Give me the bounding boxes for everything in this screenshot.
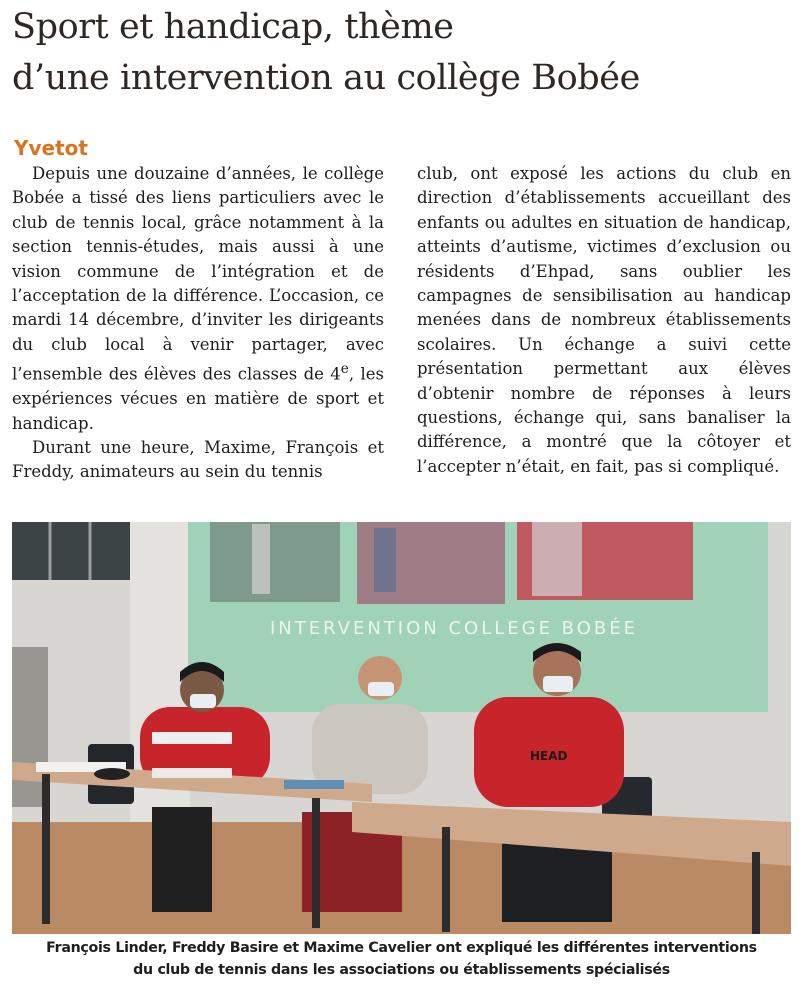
caption-line-2: du club de tennis dans les associations ou établissements spécialisés <box>133 962 670 978</box>
article-column-right <box>417 162 791 479</box>
grade-number: 4 <box>330 364 341 384</box>
grade-superscript: e <box>340 361 349 378</box>
paragraph-2: Durant une heure, Maxime, François et Freddy, animateurs au sein du tennis <box>12 437 384 482</box>
projection-text: INTERVENTION COLLEGE BOBÉE <box>270 618 638 639</box>
article-column-left <box>12 162 384 485</box>
dateline: Yvetot <box>14 136 88 160</box>
photo-caption <box>12 937 791 981</box>
article-photo <box>12 522 791 934</box>
headline-line-2: d’une intervention au collège Bobée <box>12 58 640 98</box>
headline <box>12 2 792 104</box>
paragraph-2-continued: club, ont exposé les actions du club en direction d’établissements accueillant des enfants ou adultes en situation de handicap, atteints d’autisme, victimes d’exclusion ou résidents d’Ehpad, sans oublier les campagnes de sensibilisation au handicap menées dans de nombreux établissements scolaires. Un échange a suivi cette présentation permettant aux élèves d’obtenir nombre de réponses à leurs questions, échange qui, sans banaliser la différence, a montré que la côtoyer et l’accepter n’était, en fait, pas si compliqué. <box>417 164 791 476</box>
paragraph-1-end: , les expériences vécues en matière de sport et handicap. <box>12 364 385 433</box>
paragraph-1 <box>12 162 384 436</box>
hoodie-logo: HEAD <box>530 749 568 763</box>
photo-window <box>12 522 130 580</box>
caption-line-1: François Linder, Freddy Basire et Maxime Cavelier ont expliqué les différentes interventions <box>46 940 757 956</box>
paragraph-1-text: Depuis une douzaine d’années, le collège Bobée a tissé des liens particuliers avec le club de tennis local, grâce notamment à la section tennis-études, mais aussi à une vision commune de l’intégration et de l’acceptation de la différence. L’occasion, ce mardi 14 décembre, d’inviter les dirigeants du club local à venir partager, avec l’ensemble des élèves des classes de <box>12 164 384 384</box>
headline-line-1: Sport et handicap, thème <box>12 7 454 47</box>
